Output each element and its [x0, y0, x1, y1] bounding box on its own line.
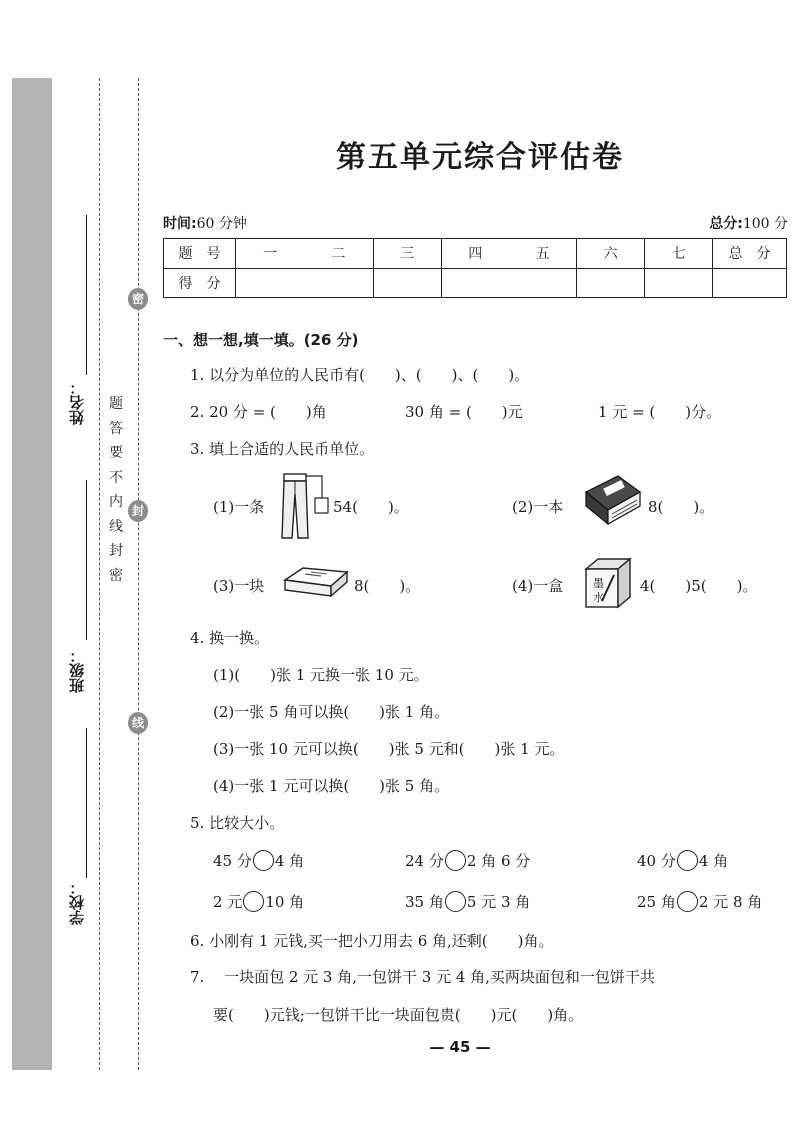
total-score-info: 总分:100 分 — [709, 216, 788, 232]
book-icon — [582, 470, 644, 530]
time-info: 时间:60 分钟 — [163, 216, 247, 232]
score-col-7: 七 — [645, 239, 713, 269]
question-4-stem: 4. 换一换。 — [190, 629, 270, 647]
score-cell-6[interactable] — [577, 268, 645, 298]
paint-box-text-2: 水 — [593, 591, 604, 604]
compare-circle-6[interactable] — [677, 891, 698, 912]
score-cell-4-5[interactable] — [441, 268, 577, 298]
compare-item-2: 24 分 2 角 6 分 — [405, 852, 531, 870]
q3-item3-value: 8( )。 — [354, 577, 421, 595]
school-label: 学校： — [68, 880, 86, 925]
page-title: 第五单元综合评估卷 — [336, 140, 624, 175]
q3-item4-prefix: (4)一盒 — [512, 577, 564, 595]
seal-mark-mi: 密 — [128, 288, 148, 310]
question-4-1: (1)( )张 1 元换一张 10 元。 — [213, 666, 429, 684]
question-3-stem: 3. 填上合适的人民币单位。 — [190, 440, 375, 458]
question-7-line2: 要( )元钱;一包饼干比一块面包贵( )元( )角。 — [213, 1006, 584, 1024]
binding-dashed-line-left — [99, 78, 100, 1070]
question-4-2: (2)一张 5 角可以换( )张 1 角。 — [213, 703, 450, 721]
q3-item3-prefix: (3)一块 — [213, 577, 265, 595]
score-table-score-label: 得 分 — [164, 268, 236, 298]
q3-item4-value: 4( )5( )。 — [640, 577, 758, 595]
eraser-icon — [281, 562, 351, 602]
name-write-line — [86, 215, 87, 375]
score-col-6: 六 — [577, 239, 645, 269]
q3-item2-prefix: (2)一本 — [512, 498, 564, 516]
question-1: 1. 以分为单位的人民币有( )、( )、( )。 — [190, 366, 530, 384]
seal-mark-feng: 封 — [128, 500, 148, 522]
compare-item-1: 45 分 4 角 — [213, 852, 305, 870]
school-write-line — [86, 728, 87, 878]
question-4-3: (3)一张 10 元可以换( )张 5 元和( )张 1 元。 — [213, 740, 565, 758]
paint-box-icon — [582, 555, 634, 611]
score-col-1-2: 一 二 — [235, 239, 373, 269]
compare-circle-2[interactable] — [445, 850, 466, 871]
compare-circle-3[interactable] — [677, 850, 698, 871]
q3-item1-value: 54( )。 — [333, 498, 409, 516]
compare-item-5: 35 角 5 元 3 角 — [405, 893, 531, 911]
question-2c: 1 元 = ( )分。 — [598, 403, 722, 421]
score-cell-3[interactable] — [373, 268, 441, 298]
compare-circle-1[interactable] — [253, 850, 274, 871]
binding-gray-strip — [12, 78, 52, 1070]
score-cell-1-2[interactable] — [235, 268, 373, 298]
compare-circle-4[interactable] — [243, 891, 264, 912]
score-table — [163, 238, 787, 298]
score-cell-total[interactable] — [713, 268, 787, 298]
question-6: 6. 小刚有 1 元钱,买一把小刀用去 6 角,还剩( )角。 — [190, 932, 554, 950]
name-label: 姓名： — [68, 380, 86, 425]
question-2b: 30 角 = ( )元 — [405, 403, 523, 421]
question-2a: 2. 20 分 = ( )角 — [190, 403, 327, 421]
compare-circle-5[interactable] — [445, 891, 466, 912]
class-label: 班级： — [68, 648, 86, 693]
pants-icon — [278, 470, 330, 542]
question-5-stem: 5. 比较大小。 — [190, 814, 285, 832]
compare-item-4: 2 元 10 角 — [213, 893, 305, 911]
binding-dashed-line-right — [138, 78, 139, 1070]
page-number: — 45 — — [429, 1038, 491, 1056]
score-col-4-5: 四 五 — [441, 239, 577, 269]
score-cell-7[interactable] — [645, 268, 713, 298]
section-1-title: 一、想一想,填一填。(26 分) — [163, 331, 359, 349]
seal-mark-xian: 线 — [128, 712, 148, 734]
score-table-header-label: 题 号 — [164, 239, 236, 269]
score-col-total: 总 分 — [713, 239, 787, 269]
q3-item2-value: 8( )。 — [648, 498, 715, 516]
compare-item-6: 25 角 2 元 8 角 — [637, 893, 763, 911]
seal-note-vertical: 题 答 要 不 内 线 封 密 — [109, 396, 123, 584]
compare-item-3: 40 分 4 角 — [637, 852, 729, 870]
paint-box-text-1: 墨 — [593, 577, 604, 590]
q3-item1-prefix: (1)一条 — [213, 498, 265, 516]
question-7-line1: 7. 一块面包 2 元 3 角,一包饼干 3 元 4 角,买两块面包和一包饼干共 — [190, 968, 655, 986]
question-4-4: (4)一张 1 元可以换( )张 5 角。 — [213, 777, 450, 795]
class-write-line — [86, 480, 87, 640]
score-col-3: 三 — [373, 239, 441, 269]
